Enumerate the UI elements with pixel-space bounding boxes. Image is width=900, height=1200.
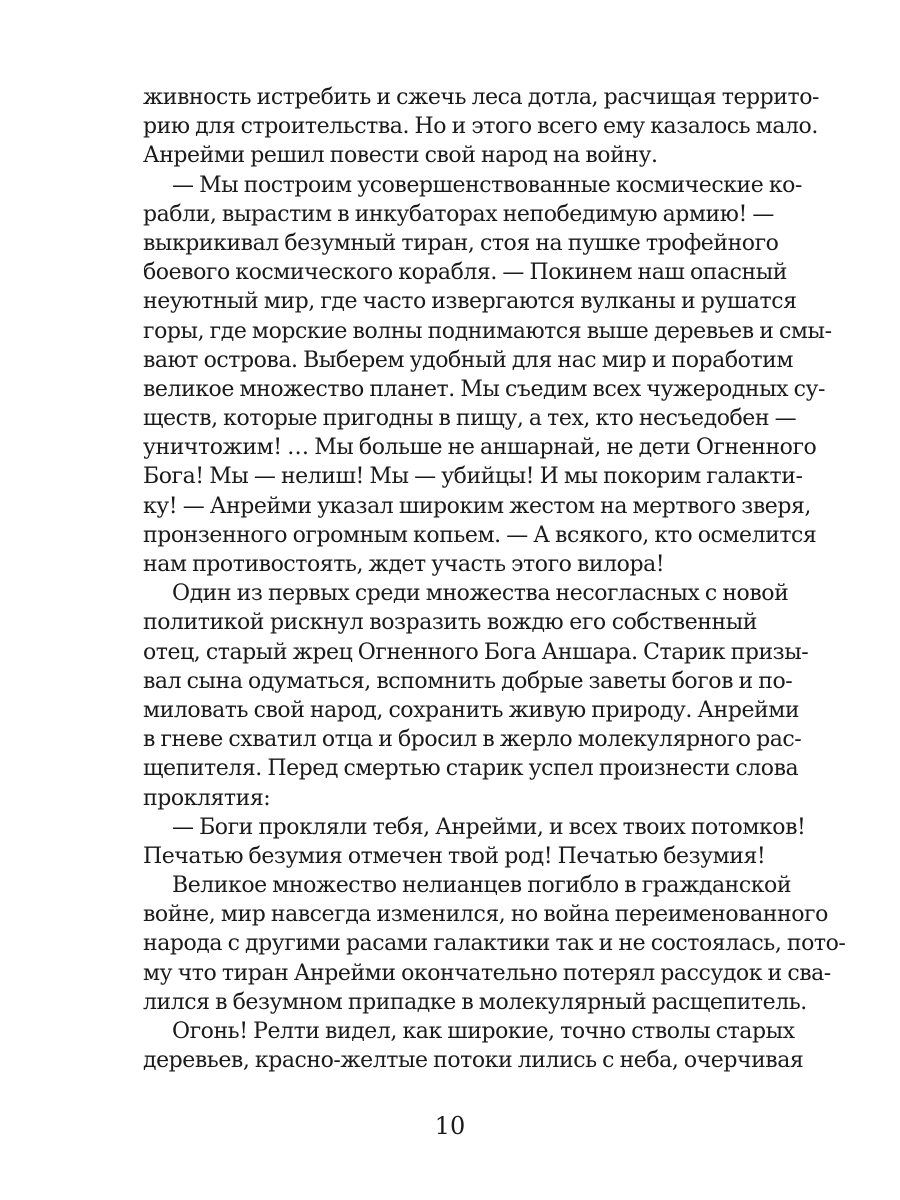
text-line: боевого космического корабля. — Покинем наш опасный [143,260,788,286]
text-line: политикой рискнул возразить вождю его собственный [143,610,757,636]
text-line: проклятия: [143,785,271,811]
text-line: Огонь! Релти видел, как широкие, точно стволы старых [172,1019,795,1044]
text-line: вал сына одуматься, вспомнить добрые заветы богов и по- [143,668,793,694]
text-line: отец, старый жрец Огненного Бога Аншара. Старик призы- [143,639,809,665]
text-line: Великое множество нелианцев погибло в гражданской [172,873,792,899]
text-line: пронзенного огромным копьем. — А всякого, кто осмелится [143,522,817,548]
text-line: нам противостоять, ждет участь этого вилора! [143,552,665,577]
text-line: щепителя. Перед смертью старик успел произнести слова [143,756,799,782]
text-line: неуютный мир, где часто извергаются вулканы и рушатся [143,289,797,315]
text-line: деревьев, красно-желтые потоки лились с неба, очерчивая [143,1048,804,1074]
text-line: горы, где морские волны поднимаются выше деревьев и смы- [143,318,832,344]
page-text-block [143,83,846,1075]
text-line: лился в безумном припадке в молекулярный расщепитель. [143,989,807,1015]
text-line: рабли, вырастим в инкубаторах непобедимую армию! — [143,201,774,227]
text-line: Анрейми решил повести свой народ на войну. [143,143,658,169]
text-line: му что тиран Анрейми окончательно потерял рассудок и сва- [143,960,831,986]
text-line: вают острова. Выберем удобный для нас мир и поработим [143,347,794,373]
text-line: Бога! Мы — нелиш! Мы — убийцы! И мы покорим галакти- [143,464,803,490]
text-line: народа с другими расами галактики так и не состоялась, пото- [143,931,846,957]
text-line: в гневе схватил отца и бросил в жерло молекулярного рас- [143,727,802,753]
text-line: выкрикивал безумный тиран, стоя на пушке трофейного [143,230,779,256]
text-line: рию для строительства. Но и этого всего ему казалось мало. [143,114,818,140]
text-line: уничтожим! … Мы больше не аншарнай, не дети Огненного [143,435,817,461]
text-line: — Боги прокляли тебя, Анрейми, и всех твоих потомков! [172,814,806,840]
text-line: миловать свой народ, сохранить живую природу. Анрейми [143,697,800,723]
text-line: Один из первых среди множества несогласных с новой [172,581,789,607]
text-line: великое множество планет. Мы съедим всех чужеродных су- [143,376,825,402]
text-line: войне, мир навсегда изменился, но война переименованного [143,902,828,928]
text-line: Печатью безумия отмечен твой род! Печатью безумия! [143,843,766,869]
text-line: ществ, которые пригодны в пищу, а тех, кто несъедобен — [143,406,797,432]
text-line: живность истребить и сжечь леса дотла, расчищая террито- [143,85,820,110]
page-number: 10 [434,1112,466,1140]
text-line: ку! — Анрейми указал широким жестом на мертвого зверя, [143,493,811,519]
text-line: — Мы построим усовершенствованные космические ко- [172,172,802,198]
